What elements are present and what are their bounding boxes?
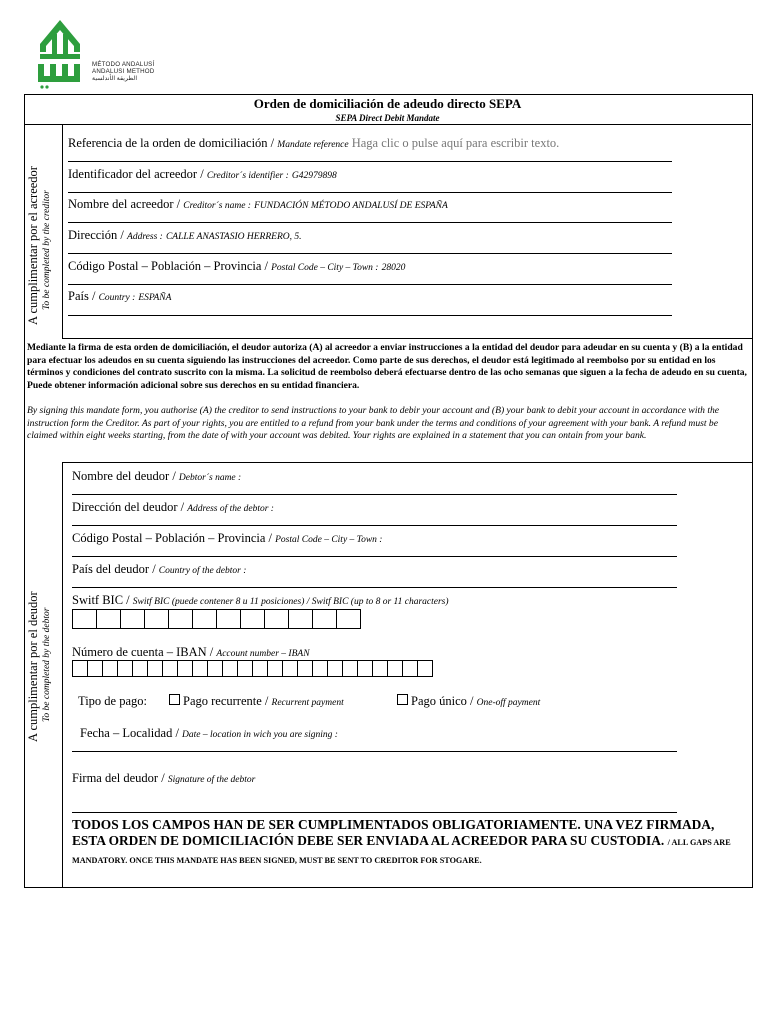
footer-notice [72,817,742,869]
creditor-reference-field[interactable] [68,136,559,151]
iban-cell[interactable] [402,660,418,677]
swift-label: Switf BIC / [72,593,130,607]
name-underline [68,222,672,223]
debtor-name-label-en: Debtor´s name : [178,473,242,483]
debtor-address-label: Dirección del deudor / [72,500,185,514]
creditor-postal-field [68,259,405,274]
creditor-identifier-label: Identificador del acreedor / [68,167,204,181]
iban-cell[interactable] [132,660,148,677]
header [24,94,751,125]
swift-cell[interactable] [288,609,313,629]
page-title: Orden de domiciliación de adeudo directo SEPA [253,96,522,111]
iban-cells[interactable] [72,660,432,677]
creditor-side-label-en: To be completed by the creditor [42,190,52,310]
oneoff-label: Pago único / [411,694,474,708]
identifier-underline [68,192,672,193]
swift-cell[interactable] [336,609,361,629]
debtor-name-label: Nombre del deudor / [72,469,176,483]
iban-label-en: Account number – IBAN [216,649,310,659]
footer-notice-en: / ALL GAPS ARE MANDATORY. ONCE THIS MANDATE HAS BEEN SIGNED, MUST BE SENT TO CREDITOR FOR STOGARE. [72,838,731,865]
iban-cell[interactable] [252,660,268,677]
creditor-identifier-field [68,167,337,182]
date-location-label: Fecha – Localidad / [80,726,179,740]
iban-field [72,645,310,660]
creditor-reference-label: Referencia de la orden de domiciliación / [68,136,275,150]
iban-cell[interactable] [117,660,133,677]
signature-field[interactable] [72,771,255,786]
creditor-postal-value: 28020 [381,263,406,273]
footer-notice-es: TODOS LOS CAMPOS HAN DE SER CUMPLIMENTADOS OBLIGATORIAMENTE. UNA VEZ FIRMADA, ESTA ORDEN DE DOMICILIACIÓN DEBE SER ENVIADA AL ACREEDOR PARA SU CUSTODIA. [72,817,715,848]
debtor-postal-underline [72,556,677,557]
creditor-name-field [68,197,448,212]
iban-cell[interactable] [102,660,118,677]
creditor-country-label-en: Country : [98,293,136,303]
swift-cell[interactable] [264,609,289,629]
payment-type-label: Tipo de pago: [78,694,147,708]
payment-type-field [78,694,147,709]
creditor-country-field [68,289,171,304]
swift-cell[interactable] [168,609,193,629]
debtor-side-label-en: To be completed by the debtor [42,607,52,722]
page-subtitle: SEPA Direct Debit Mandate [335,113,440,123]
signature-label-en: Signature of the debtor [167,775,256,785]
postal-underline [68,284,672,285]
swift-cell[interactable] [120,609,145,629]
swift-cell[interactable] [144,609,169,629]
iban-cell[interactable] [312,660,328,677]
debtor-address-label-en: Address of the debtor : [187,504,274,514]
payment-recurrent-option[interactable] [169,694,344,709]
creditor-postal-label-en: Postal Code – City – Town : [271,263,379,273]
creditor-address-value: CALLE ANASTASIO HERRERO, 5. [165,232,302,242]
reference-underline [68,161,672,162]
swift-cell[interactable] [312,609,337,629]
recurrent-label-en: Recurrent payment [271,698,344,708]
legal-text-en: By signing this mandate form, you authorise (A) the creditor to send instructions to your bank to debir your account and (B) your bank to debit your account in accordance with the instruction form the Creditor. As part of your rights, you are entitled to a refund from your bank under the terms and conditions of your agreement with your bank. A refund must be claimed within eight weeks starting, from the date of with your account was debited. Your rights are explained in a statement that you can ontain from your bank. [27,405,720,442]
debtor-address-field[interactable] [72,500,274,515]
iban-cell[interactable] [282,660,298,677]
address-underline [68,253,672,254]
debtor-postal-label: Código Postal – Población – Provincia / [72,531,272,545]
date-location-field[interactable] [80,726,338,741]
iban-cell[interactable] [192,660,208,677]
iban-cell[interactable] [162,660,178,677]
debtor-country-label: País del deudor / [72,562,156,576]
iban-cell[interactable] [147,660,163,677]
creditor-side-label: A cumplimentar por el acreedor [26,166,40,325]
creditor-identifier-value: G42979898 [291,171,337,181]
swift-cells[interactable] [72,609,360,629]
debtor-postal-label-en: Postal Code – City – Town : [275,535,383,545]
creditor-reference-label-en: Mandate reference [277,140,349,150]
debtor-postal-field[interactable] [72,531,382,546]
logo [30,14,170,94]
recurrent-label: Pago recurrente / [183,694,269,708]
swift-cell[interactable] [216,609,241,629]
debtor-side-label: A cumplimentar por el deudor [26,591,40,742]
debtor-country-field[interactable] [72,562,246,577]
swift-cell[interactable] [192,609,217,629]
iban-cell[interactable] [237,660,253,677]
swift-cell[interactable] [240,609,265,629]
payment-oneoff-option[interactable] [397,694,540,709]
date-underline [72,751,677,752]
iban-cell[interactable] [177,660,193,677]
creditor-reference-input[interactable]: Haga clic o pulse aquí para escribir texto. [351,136,560,150]
creditor-identifier-label-en: Creditor´s identifier : [206,171,289,181]
debtor-name-field[interactable] [72,469,241,484]
logo-line-1: MÉTODO ANDALUSÍ [92,61,155,68]
iban-cell[interactable] [72,660,88,677]
creditor-address-label-en: Address : [127,232,163,242]
swift-cell[interactable] [72,609,97,629]
swift-cell[interactable] [96,609,121,629]
debtor-address-underline [72,525,677,526]
date-location-label-en: Date – location in wich you are signing : [182,730,338,740]
iban-cell[interactable] [297,660,313,677]
recurrent-checkbox[interactable] [169,694,180,705]
logo-line-2: ANDALUSI METHOD [92,68,155,75]
oneoff-label-en: One-off payment [476,698,541,708]
iban-cell[interactable] [267,660,283,677]
creditor-country-value: ESPAÑA [138,293,172,303]
iban-cell[interactable] [357,660,373,677]
iban-cell[interactable] [327,660,343,677]
iban-cell[interactable] [222,660,238,677]
iban-cell[interactable] [387,660,403,677]
iban-cell[interactable] [417,660,433,677]
creditor-name-label: Nombre del acreedor / [68,197,181,211]
country-underline [68,315,672,316]
signature-underline [72,812,677,813]
iban-cell[interactable] [342,660,358,677]
creditor-postal-label: Código Postal – Población – Provincia / [68,259,268,273]
legal-text-es: Mediante la firma de esta orden de domiciliación, el deudor autoriza (A) al acreedor a enviar instrucciones a la entidad del deudor para adeudar en su cuenta y (B) a la entidad para efectuar los adeudos en su cuenta siguiendo las instrucciones del acreedor. Como parte de sus derechos, el deudor está legitimado al reembolso por su entidad en los términos y condiciones del contrato suscrito con la misma. La solicitud de reembolso deberá efectuarse dentro de las ocho semanas que siguen a la fecha de adeudo en su cuenta, Puede obtener información adicional sobre sus derechos en su entidad financiera. [27,342,747,391]
iban-cell[interactable] [372,660,388,677]
creditor-address-field [68,228,301,243]
iban-cell[interactable] [87,660,103,677]
iban-label: Número de cuenta – IBAN / [72,645,214,659]
logo-mark [30,14,90,92]
creditor-name-label-en: Creditor´s name : [183,201,251,211]
creditor-name-value: FUNDACIÓN MÉTODO ANDALUSÍ DE ESPAÑA [254,201,448,211]
swift-field [72,593,449,608]
swift-label-en: Switf BIC (puede contener 8 u 11 posiciones) / Switf BIC (up to 8 or 11 characters) [132,597,449,607]
debtor-country-label-en: Country of the debtor : [158,566,247,576]
creditor-address-label: Dirección / [68,228,124,242]
oneoff-checkbox[interactable] [397,694,408,705]
iban-cell[interactable] [207,660,223,677]
debtor-name-underline [72,494,677,495]
logo-line-3: الطريقة الأندلسية [92,75,138,82]
signature-label: Firma del deudor / [72,771,165,785]
creditor-country-label: País / [68,289,96,303]
debtor-country-underline [72,587,677,588]
